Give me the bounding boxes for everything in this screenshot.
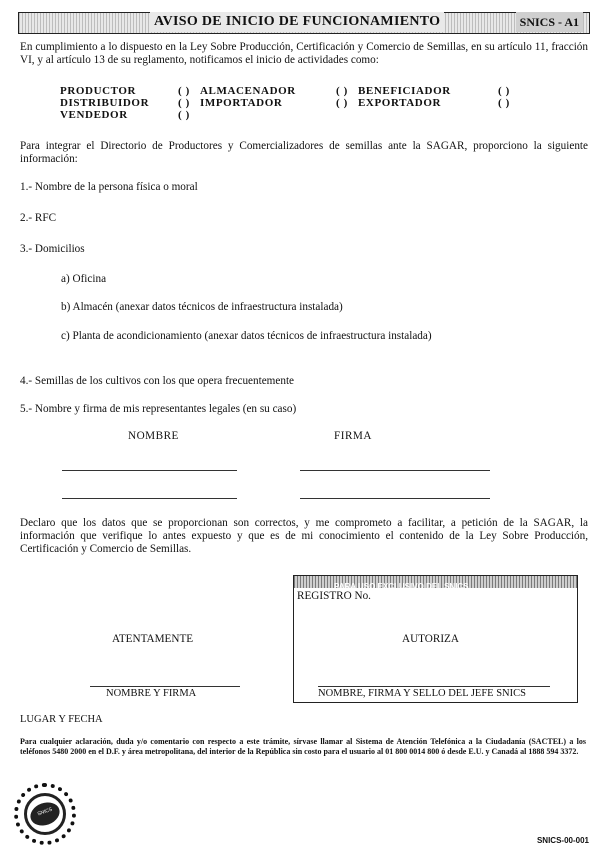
item-3c-planta: c) Planta de acondicionamiento (anexar datos técnicos de infraestructura instalada): [61, 330, 432, 342]
item-4-semillas: 4.- Semillas de los cultivos con los que opera frecuentemente: [20, 375, 295, 387]
snics-box-header: [294, 576, 577, 591]
activity-beneficiador: BENEFICIADOR: [358, 85, 451, 97]
activity-almacenador: ALMACENADOR: [200, 85, 296, 97]
checkbox-distribuidor[interactable]: ( ): [178, 97, 190, 109]
item-3a-oficina: a) Oficina: [61, 273, 107, 285]
reps-firma-header: FIRMA: [334, 430, 372, 442]
activity-productor: PRODUCTOR: [60, 85, 137, 97]
registro-label: REGISTRO No.: [297, 590, 371, 602]
checkbox-beneficiador[interactable]: ( ): [498, 85, 510, 97]
form-title: AVISO DE INICIO DE FUNCIONAMIENTO: [150, 12, 444, 32]
jefe-signature-caption: NOMBRE, FIRMA Y SELLO DEL JEFE SNICS: [318, 688, 526, 699]
intro-paragraph: En cumplimiento a lo dispuesto en la Ley Sobre Producción, Certificación y Comercio de Semillas, en su artículo 11, fracción VI, y al artículo 13 de su reglamento, notificamos el inicio de actividades como:: [20, 41, 588, 66]
activity-importador: IMPORTADOR: [200, 97, 283, 109]
checkbox-exportador[interactable]: ( ): [498, 97, 510, 109]
applicant-signature-line[interactable]: [90, 686, 240, 687]
applicant-signature-caption: NOMBRE Y FIRMA: [106, 688, 197, 699]
item-3b-almacen: b) Almacén (anexar datos técnicos de infraestructura instalada): [61, 301, 343, 313]
rep2-nombre-line[interactable]: [62, 498, 237, 499]
checkbox-vendedor[interactable]: ( ): [178, 109, 190, 121]
activity-vendedor: VENDEDOR: [60, 109, 128, 121]
directory-paragraph: Para integrar el Directorio de Productores y Comercializadores de semillas ante la SAGAR, proporciono la siguiente información:: [20, 140, 588, 165]
form-code-badge: SNICS - A1: [516, 12, 583, 32]
footer-contact-note: Para cualquier aclaración, duda y/o comentario con respecto a este trámite, sírvase llamar al Sistema de Atención Telefónica a la Ciudadanía (SACTEL) a los teléfonos 5480 2000 en el D.F. y área metropolitana, del interior de la República sin costo para el usuario al 01 800 0014 800 ó desde E.U. y Canadá al 1888 594 3372.: [20, 737, 586, 756]
snics-box-header-label: PARA USO EXCLUSIVO DEL SNICS: [334, 582, 469, 591]
activity-exportador: EXPORTADOR: [358, 97, 442, 109]
item-2-rfc: 2.- RFC: [20, 212, 57, 224]
form-code-footer: SNICS-00-001: [536, 836, 589, 845]
atentamente-label: ATENTAMENTE: [112, 633, 194, 645]
reps-nombre-header: NOMBRE: [128, 430, 179, 442]
declaration-paragraph: Declaro que los datos que se proporcionan son correctos, y me comprometo a facilitar, a petición de la SAGAR, la información que verifique lo antes expuesto y que es de mi conocimiento el contenido de la Ley Sobre Producción, Certificación y Comercio de Semillas.: [20, 517, 588, 555]
rep1-nombre-line[interactable]: [62, 470, 237, 471]
rep2-firma-line[interactable]: [300, 498, 490, 499]
checkbox-almacenador[interactable]: ( ): [336, 85, 348, 97]
item-3-domicilios: 3.- Domicilios: [20, 243, 85, 255]
snics-seal-text: SNICS: [36, 806, 54, 818]
jefe-signature-line[interactable]: [318, 686, 550, 687]
item-5-representantes: 5.- Nombre y firma de mis representantes legales (en su caso): [20, 403, 297, 415]
rep1-firma-line[interactable]: [300, 470, 490, 471]
activity-distribuidor: DISTRIBUIDOR: [60, 97, 150, 109]
lugar-fecha-label: LUGAR Y FECHA: [20, 714, 103, 725]
checkbox-importador[interactable]: ( ): [336, 97, 348, 109]
checkbox-productor[interactable]: ( ): [178, 85, 190, 97]
item-1-nombre: 1.- Nombre de la persona física o moral: [20, 181, 198, 193]
autoriza-label: AUTORIZA: [402, 633, 459, 645]
